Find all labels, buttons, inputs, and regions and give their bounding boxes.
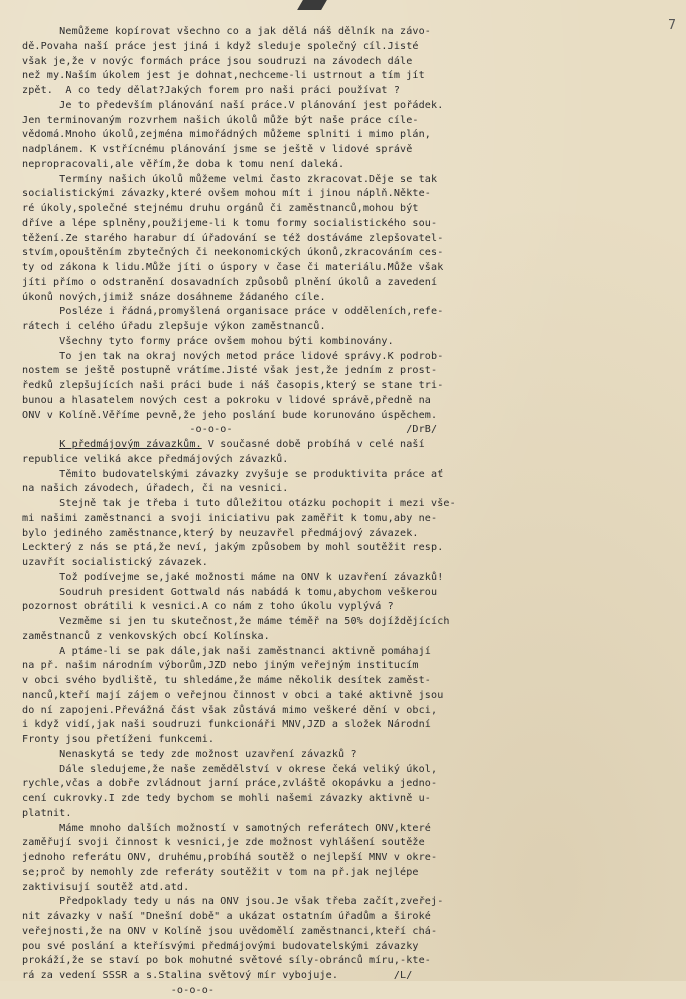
text-line: pozornost obrátili k vesnici.A co nám z toho úkolu vyplývá ? [22, 601, 394, 613]
text-line: ředků zlepšujících naši práci bude i náš časopis,který se stane tri- [22, 380, 444, 391]
text-line: však je,že v novýc formách práce jsou soudruzi na závodech dále [22, 55, 413, 67]
text-line: Leckterý z nás se ptá,že neví, jakým způsobem by mohl soutěžit resp. [22, 542, 444, 554]
text-line: cení cukrovky.I zde tedy bychom se mohli našemi závazky aktivně u- [22, 793, 431, 804]
text-line: zpět. A co tedy dělat?Jakých forem pro naši práci používat ? [22, 85, 401, 96]
text-line: jednoho referátu ONV, druhému,probíhá soutěž o nejlepší MNV v okre- [22, 852, 438, 863]
text-line: rá za vedení SSSR a s.Stalina světový mír vybojuje. /L/ [22, 970, 413, 981]
text-line: zaměřují svoji činnost k vesnici,je zde možnost vyhlášení soutěže [22, 837, 425, 849]
text-line: veřejnosti,že na ONV v Kolíně jsou uvědomělí zaměstnanci,kteří chá- [22, 925, 438, 937]
text-line: dě.Povaha naší práce jest jiná i když sleduje společný cíl.Jisté [22, 40, 419, 52]
text-line: na př. našim národním výborům,JZD nebo jiným veřejným institucím [22, 660, 419, 672]
text-line: se;proč by nemohly zde referáty soutěžit v tom na př.jak nejlépe [22, 866, 419, 878]
text-line: bunou a hlasatelem nových cest a pokroku v lidové správě,předně na [22, 394, 431, 406]
text-line: ONV v Kolíně.Věříme pevně,že jeho poslání bude korunováno úspěchem. [22, 409, 438, 421]
text-line: Dále sledujeme,že naše zemědělství v okrese čeká veliký úkol, [22, 763, 438, 775]
text-line: na našich závodech, úřadech, či na vesnici. [22, 483, 289, 495]
text-line: republice veliká akce předmájových závazků. [22, 453, 289, 465]
text-line: i když vidí,jak naši soudruzi funkcionáři MNV,JZD a složek Národní [22, 719, 431, 731]
text-line: než my.Naším úkolem jest je dohnat,nechceme-li ustrnout a tím jít [22, 70, 425, 82]
page-corner-mark: 7 [668, 18, 676, 33]
text-line: ré úkoly,společné stejnému druhu orgánů či zaměstnanců,mohou být [22, 203, 419, 214]
text-line: ty od zákona k lidu.Může jíti o úspory v čase či materiálu.Může však [22, 262, 444, 273]
text-line: Posléze i řádná,promyšlená organisace práce v odděleních,refe- [22, 306, 444, 318]
text-line: Fronty jsou přetíženi funkcemi. [22, 734, 215, 745]
text-line: Termíny našich úkolů můžeme velmi často zkracovat.Děje se tak [22, 173, 438, 185]
text-line: socialistickými závazky,které ovšem mohou mít i jinou náplň.Někte- [22, 188, 431, 200]
text-line: Nenaskytá se tedy zde možnost uzavření závazků ? [22, 748, 357, 760]
text-line: bylo jediného zaměstnance,který by neuzavřel předmájový závazek. [22, 527, 419, 539]
text-line: zaměstnanců z venkovských obcí Kolínska. [22, 630, 270, 642]
ink-smudge [297, 0, 327, 10]
text-line: prokáží,že se staví po bok mohutné světové síly-obránců míru,-kte- [22, 955, 431, 967]
text-line: A ptáme-li se pak dále,jak naši zaměstnanci aktivně pomáhají [22, 645, 431, 657]
text-line: do ní zapojeni.Převážná část však zůstává mimo veškeré dění v obci, [22, 704, 438, 716]
text-line: stvím,opouštěním zbytečných či neekonomických úkonů,zkracováním ces- [22, 247, 444, 259]
text-line: jíti přímo o odstranění dosavadních způsobů plnění úkolů a zavedení [22, 276, 438, 288]
text-line: K předmájovým závazkům. V současné době probíhá v celé naší [59, 439, 425, 450]
typewritten-text [22, 25, 672, 999]
text-line: rychle,včas a dobře zvládnout jarní práce,zvláště okopávku a jedno- [22, 778, 438, 790]
section-heading: K předmájovým závazkům. [59, 439, 202, 450]
text-line: Těmito budovatelskými závazky zvyšuje se produktivita práce ať [22, 468, 444, 480]
text-line: Jen terminovaným rozvrhem našich úkolů může být naše práce cíle- [22, 114, 419, 126]
text-line: nepropracovali,ale věřím,že doba k tomu není daleká. [22, 158, 345, 170]
text-line: Předpoklady tedy u nás na ONV jsou.Je však třeba začít,zveřej- [22, 896, 444, 908]
text-line: nadplánem. K vstřícnému plánování jsme se ještě v lidové správě [22, 144, 413, 155]
text-line: nanců,kteří mají zájem o veřejnou činnost v obci a také aktivně jsou [22, 689, 444, 701]
text-line: Soudruh president Gottwald nás nabádá k tomu,abychom veškerou [22, 586, 438, 598]
text-line: Máme mnoho dalších možností v samotných referátech ONV,které [22, 822, 431, 834]
text-line: -o-o-o- [22, 984, 215, 996]
text-line: mi našimi zaměstnanci a svoji iniciativu pak zaměřit k tomu,aby ne- [22, 512, 438, 524]
text-line: zaktivisují soutěž atd.atd. [22, 881, 190, 893]
text-line: rátech i celého úřadu zlepšuje výkon zaměstnanců. [22, 321, 326, 332]
text-line: v obci svého bydliště, tu shledáme,že máme několik desítek zaměst- [22, 675, 431, 686]
text-line: úkonů nových,jimiž snáze dosáhneme žádaného cíle. [22, 291, 326, 303]
text-line: To jen tak na okraj nových metod práce lidové správy.K podrob- [22, 350, 444, 362]
text-line: nostem se ještě postupně vrátíme.Jisté však jest,že jedním z prost- [22, 365, 438, 377]
text-line: Vezměme si jen tu skutečnost,že máme téměř na 50% dojíždějících [22, 616, 450, 627]
text-line: Tož podívejme se,jaké možnosti máme na ONV k uzavření závazků! [22, 571, 444, 583]
text-line: nit závazky v naší "Dnešní době" a ukázat ostatním úřadům a široké [22, 911, 431, 922]
text-line: Je to především plánování naší práce.V plánování jest pořádek. [22, 99, 444, 111]
text-line: dříve a lépe splněny,použijeme-li k tomu formy socialistického sou- [22, 217, 438, 229]
text-line: -o-o-o- /DrB/ [22, 424, 438, 436]
text-line: platnit. [22, 807, 72, 819]
text-line: vědomá.Mnoho úkolů,zejména mimořádných můžeme splniti i mimo plán, [22, 129, 431, 141]
text-line: Stejně tak je třeba i tuto důležitou otázku pochopit i mezi vše- [22, 498, 456, 509]
text-line: Všechny tyto formy práce ovšem mohou býti kombinovány. [22, 335, 394, 347]
text-line: těžení.Ze starého harabur dí úřadování se též dostáváme zlepšovatel- [22, 232, 444, 244]
text-line: uzavřít socialistický závazek. [22, 557, 208, 568]
text-line: pou své poslání a kteřísvými předmájovými budovatelskými závazky [22, 940, 419, 952]
text-line: Nemůžeme kopírovat všechno co a jak dělá náš dělník na závo- [22, 26, 431, 37]
